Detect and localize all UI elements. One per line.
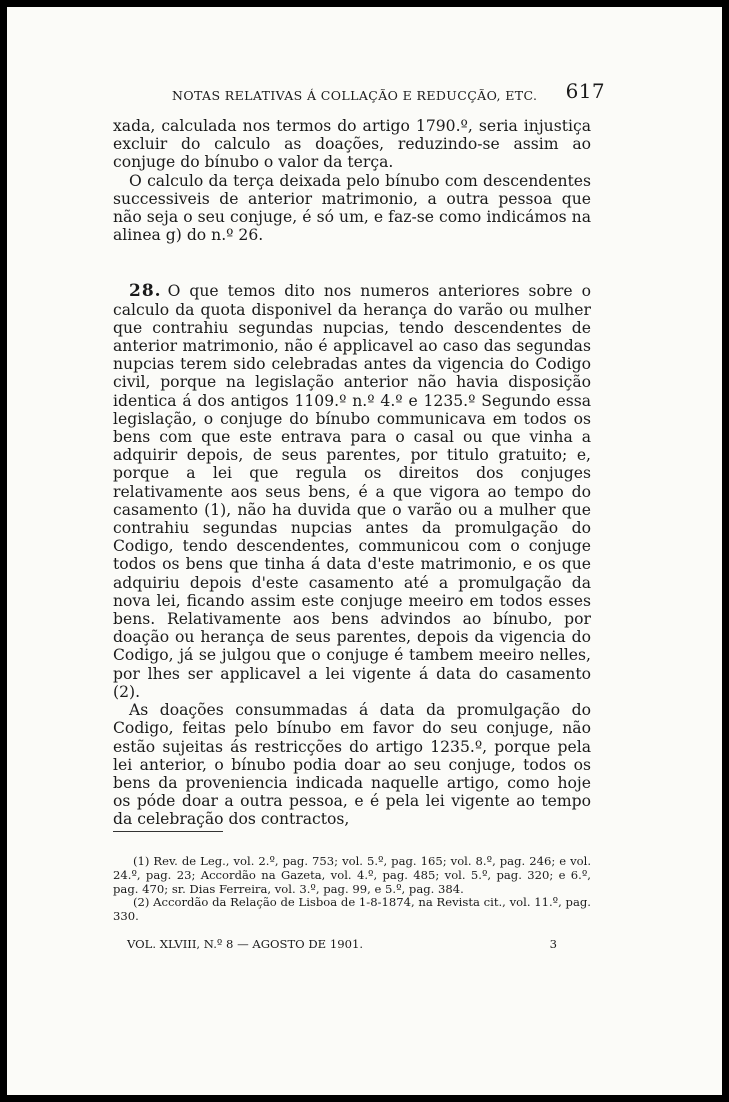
main-text: [113, 117, 591, 829]
footnote-2: (2) Accordão da Relação de Lisboa de 1-8-1874, na Revista cit., vol. 11.º, pag. 330.: [113, 895, 591, 924]
footnotes: [113, 855, 591, 924]
running-header: [107, 79, 605, 109]
section-28: [113, 282, 591, 701]
footnote-1: (1) Rev. de Leg., vol. 2.º, pag. 753; vol. 5.º, pag. 165; vol. 8.º, pag. 246; e vol. 24.º, pag. 23; Accordão na Gazeta, vol. 4.º, pag. 485; vol. 5.º, pag. 320; e 6.º, pag. 470; sr. Dias Ferreira, vol. 3.º, pag. 99, e 5.º, pag. 384.: [113, 854, 591, 896]
paragraph-terca: O calculo da terça deixada pelo bínubo com descendentes successiveis de anterior matrimonio, a outra pessoa que não seja o seu conjuge, é só um, e faz-se como indicámos na alinea g) do n.º 26.: [113, 171, 591, 245]
running-title: NOTAS RELATIVAS Á COLLAÇÃO E REDUCÇÃO, ETC.: [172, 88, 538, 103]
paragraph-doacoes: As doações consummadas á data da promulgação do Codigo, feitas pelo bínubo em favor do seu conjuge, não estão sujeitas ás restricções do artigo 1235.º, porque pela lei anterior, o bínubo podia doar ao seu conjuge, todos os bens da proveniencia indicada naquelle artigo, como hoje os póde doar a outra pessoa, e é pela lei vigente ao tempo da celebração dos contractos,: [113, 701, 591, 829]
section-28-text: O que temos dito nos numeros anteriores sobre o calculo da quota disponivel da herança do varão ou mulher que contrahiu segundas nupcias, tendo descendentes de anterior matrimonio, não é applicavel ao caso das segundas nupcias terem sido celebradas antes da vigencia do Codigo civil, porque na legislação anterior não havia disposição identica á dos antigos 1109.º n.º 4.º e 1235.º Segundo essa legislação, o conjuge do bínubo communicava em todos os bens com que este entrava para o casal ou que vinha a adquirir depois, de seus parentes, por titulo gratuito; e, porque a lei que regula os direitos dos conjuges relativamente aos seus bens, é a que vigora ao tempo do casamento (1), não ha duvida que o varão ou a mulher que contrahiu segundas nupcias antes da promulgação do Codigo, tendo descendentes, communicou com o conjuge todos os bens que tinha á data d'este matrimonio, e os que adquiriu depois d'este casamento até a promulgação da nova lei, ficando assim este conjuge meeiro em todos esses bens. Relativamente aos bens advindos ao bínubo, por doação ou herança de seus parentes, depois da vigencia do Codigo, já se julgou que o conjuge é tambem meeiro nelles, por lhes ser applicavel a lei vigente á data do casamento (2).: [113, 282, 591, 701]
footnote-rule: [113, 831, 223, 832]
paragraph-continuation: xada, calculada nos termos do artigo 1790.º, seria injustiça excluir do calculo as doações, reduzindo-se assim ao conjuge do bínubo o valor da terça.: [113, 117, 591, 172]
signature-mark: 3: [549, 937, 557, 951]
page-footer: [127, 937, 557, 951]
page-number: 617: [565, 79, 605, 103]
section-number: 28.: [129, 281, 162, 302]
volume-info: VOL. XLVIII, N.º 8 — AGOSTO DE 1901.: [127, 937, 364, 951]
book-page: [7, 7, 722, 1095]
